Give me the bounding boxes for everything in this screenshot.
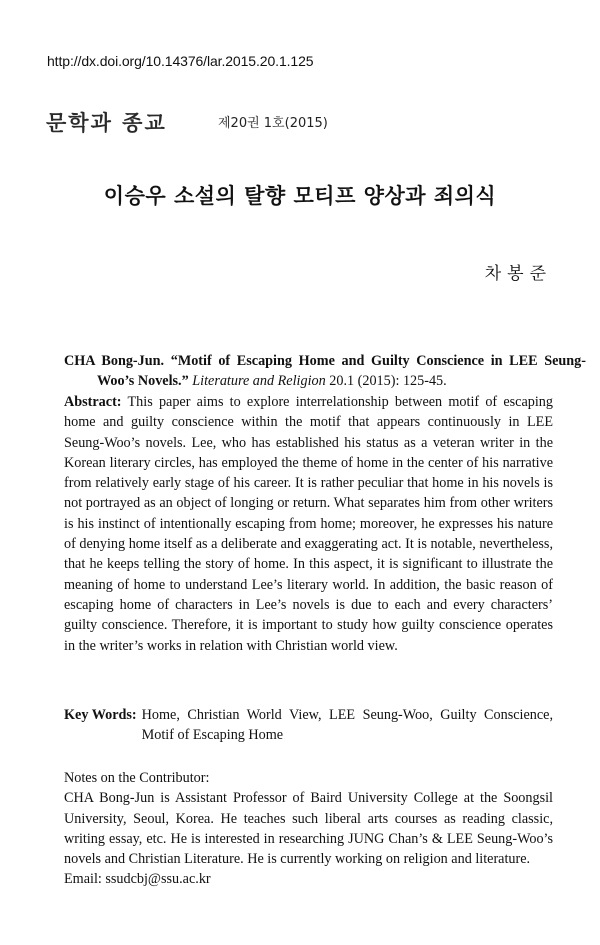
contributor-heading: Notes on the Contributor:: [64, 770, 210, 786]
keywords: [64, 705, 553, 746]
contributor-notes: [64, 768, 553, 890]
abstract-label: Abstract:: [64, 394, 122, 410]
citation-details: 20.1 (2015): 125-45.: [329, 373, 447, 390]
author-name: 차봉준: [484, 264, 552, 284]
issue-info: 제20권 1호(2015): [218, 116, 328, 131]
abstract: [64, 392, 553, 656]
citation-journal: Literature and Religion: [192, 373, 326, 390]
contributor-email[interactable]: Email: ssudcbj@ssu.ac.kr: [64, 871, 211, 888]
citation: [64, 351, 586, 392]
citation-author: CHA Bong-Jun.: [64, 353, 165, 369]
paper-title: 이승우 소설의 탈향 모티프 양상과 죄의식: [103, 184, 497, 208]
keywords-text: Home, Christian World View, LEE Seung-Woo, Guilty Conscience, Motif of Escaping Home: [141, 707, 553, 744]
doi-link[interactable]: http://dx.doi.org/10.14376/lar.2015.20.1.125: [47, 53, 314, 69]
abstract-text: This paper aims to explore interrelationship between motif of escaping home and guilty conscience within the motif that appears continuously in LEE Seung-Woo’s novels. Lee, who has established his status as a veteran writer in the Korean literary circles, has employed the theme of home in the center of his narrative from relatively early stage of his career. It is rather peculiar that home in his novels is not portrayed as an object of longing or return. What separates him from other writers is his instinct of intentionally escaping from home; moreover, he expresses his nature of denying home itself as a deliberate and exaggerating act. It is notable, nevertheless, that he keeps telling the story of home. In this aspect, it is significant to illustrate the meaning of home to understand Lee’s literary world. In addition, the basic reason of escaping home of characters in Lee’s novels is due to each and every characters’ guilty conscience. Therefore, it is important to study how guilty conscience operates in the writer’s works in relation with Christian world view.: [64, 394, 553, 654]
contributor-bio: CHA Bong-Jun is Assistant Professor of Baird University College at the Soongsil University, Seoul, Korea. He teaches such liberal arts courses as reading classic, writing essay, etc. He is interested in researching JUNG Chan’s & LEE Seung-Woo’s novels and Christian Literature. He is currently working on religion and literature.: [64, 790, 553, 868]
journal-logo: 문학과 종교: [46, 110, 167, 135]
keywords-label: Key Words:: [64, 707, 137, 723]
citation-title: “Motif of Escaping Home and Guilty Conscience in LEE Seung-Woo’s Novels.”: [97, 353, 586, 390]
